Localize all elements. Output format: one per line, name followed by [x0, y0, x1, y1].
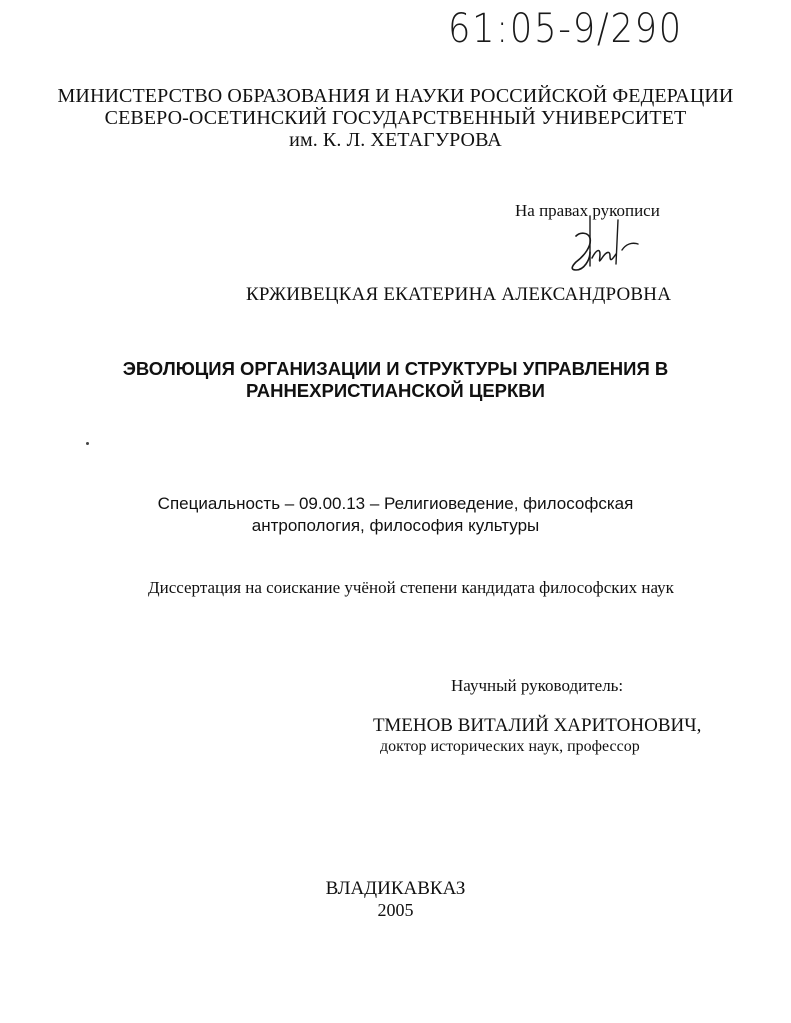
dissertation-title-line-2: РАННЕХРИСТИАНСКОЙ ЦЕРКВИ — [246, 380, 545, 401]
supervisor-credentials: доктор исторических наук, профессор — [380, 738, 640, 755]
city: ВЛАДИКАВКАЗ — [325, 878, 466, 899]
university-named-after: им. К. Л. ХЕТАГУРОВА — [289, 129, 502, 151]
supervisor-name: ТМЕНОВ ВИТАЛИЙ ХАРИТОНОВИЧ, — [373, 715, 702, 736]
speciality-line-2: антропология, философия культуры — [251, 516, 540, 535]
author-name: КРЖИВЕЦКАЯ ЕКАТЕРИНА АЛЕКСАНДРОВНА — [246, 284, 672, 305]
year: 2005 — [377, 900, 414, 920]
dissertation-title-line-1: ЭВОЛЮЦИЯ ОРГАНИЗАЦИИ И СТРУКТУРЫ УПРАВЛЕНИЯ В — [122, 358, 669, 379]
handwritten-signature — [566, 214, 646, 276]
scan-speck — [86, 442, 89, 445]
degree-statement: Диссертация на соискание учёной степени кандидата философских наук — [148, 578, 674, 597]
ministry-name: МИНИСТЕРСТВО ОБРАЗОВАНИЯ И НАУКИ РОССИЙСКОЙ ФЕДЕРАЦИИ — [57, 85, 734, 107]
manuscript-rights: На правах рукописи — [515, 201, 660, 220]
university-name: СЕВЕРО-ОСЕТИНСКИЙ ГОСУДАРСТВЕННЫЙ УНИВЕРСИТЕТ — [104, 107, 687, 129]
supervisor-label: Научный руководитель: — [451, 676, 624, 695]
speciality-line-1: Специальность – 09.00.13 – Религиоведение, философская — [157, 494, 634, 513]
archive-number: 61:05-9/290 — [448, 6, 683, 52]
